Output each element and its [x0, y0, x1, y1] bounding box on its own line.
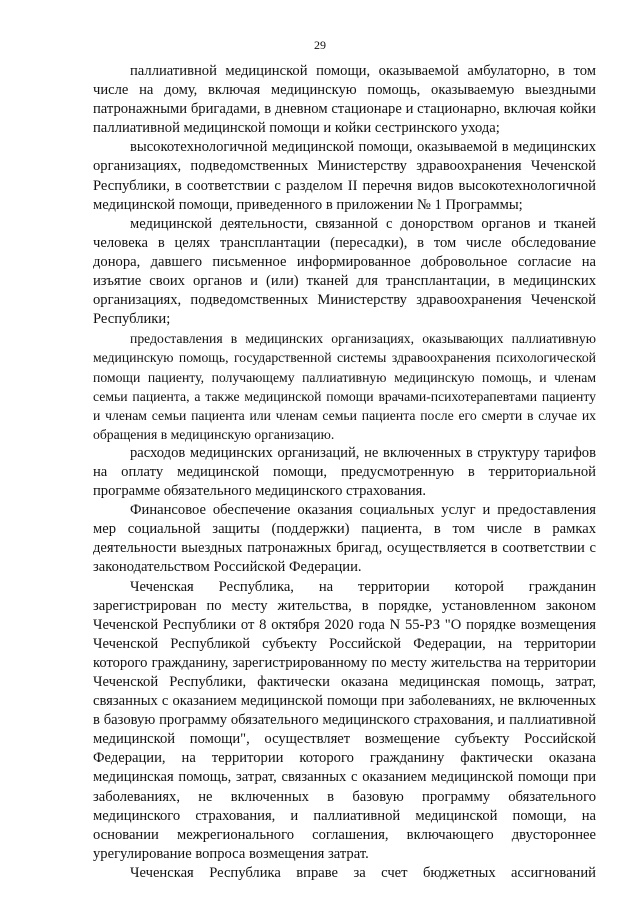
paragraph-reimbursement: Чеченская Республика, на территории которой гражданин зарегистрирован по месту жительства, в порядке, установленном законом Чеченской Республики от 8 октября 2020 года N 55-РЗ "О порядке возмещения Чеченской Республикой субъекту Российской Федерации, на территории которого гражданину, зарегистрированному по месту жительства на территории Чеченской Республики, фактически оказана медицинская помощь, затрат, связанных с оказанием медицинской помощи при заболеваниях, не включенных в базовую программу обязательного медицинского страхования, и паллиативной медицинской помощи", осуществляет возмещение субъекту Российской Федерации, на территории которого гражданину фактически оказана медицинская помощь, затрат, связанных с оказанием медицинской помощи при заболеваниях, не включенных в базовую программу обязательного медицинского страхования, и паллиативной медицинской помощи, на основании межрегионального соглашения, включающего двустороннее урегулирование вопроса возмещения затрат.: [93, 578, 596, 862]
paragraph-organ-donation: медицинской деятельности, связанной с донорством органов и тканей человека в целях трансплантации (пересадки), в том числе обследование донора, давшего письменное информированное добровольное согласие на изъятие своих органов и (или) тканей для трансплантации, в медицинских организациях, подведомственных Министерству здравоохранения Чеченской Республики;: [93, 215, 596, 328]
paragraph-budget-allocations: Чеченская Республика вправе за счет бюджетных ассигнований: [130, 864, 596, 881]
paragraph-organization-expenses: расходов медицинских организаций, не включенных в структуру тарифов на оплату медицинской помощи, предусмотренную в территориальной программе обязательного медицинского страхования.: [93, 444, 596, 500]
paragraph-palliative-care: паллиативной медицинской помощи, оказываемой амбулаторно, в том числе на дому, включая медицинскую помощь, оказываемую выездными патронажными бригадами, в дневном стационаре и стационарно, включая койки паллиативной медицинской помощи и койки сестринского ухода;: [93, 63, 596, 137]
paragraph-high-tech-care: высокотехнологичной медицинской помощи, оказываемой в медицинских организациях, подведомственных Министерству здравоохранения Чеченской Республики, в соответствии с разделом II перечня видов высокотехнологичной медицинской помощи, приведенного в приложении № 1 Программы;: [93, 139, 596, 213]
document-body: [93, 62, 596, 883]
paragraph-social-services-funding: Финансовое обеспечение оказания социальных услуг и предоставления мер социальной защиты (поддержки) пациента, в том числе в рамках деятельности выездных патронажных бригад, осуществляется в соответствии с законодательством Российской Федерации.: [93, 502, 596, 576]
paragraph-psychological-help: предоставления в медицинских организациях, оказывающих паллиативную медицинскую помощь, государственной системы здравоохранения психологической помощи пациенту, получающему паллиативную медицинскую помощь, и членам семьи пациента, а также медицинской помощи врачами-психотерапевтами пациенту и членам семьи пациента или членам семьи пациента после его смерти в случае их обращения в медицинскую организацию.: [93, 331, 596, 442]
page-number: 29: [314, 38, 326, 52]
